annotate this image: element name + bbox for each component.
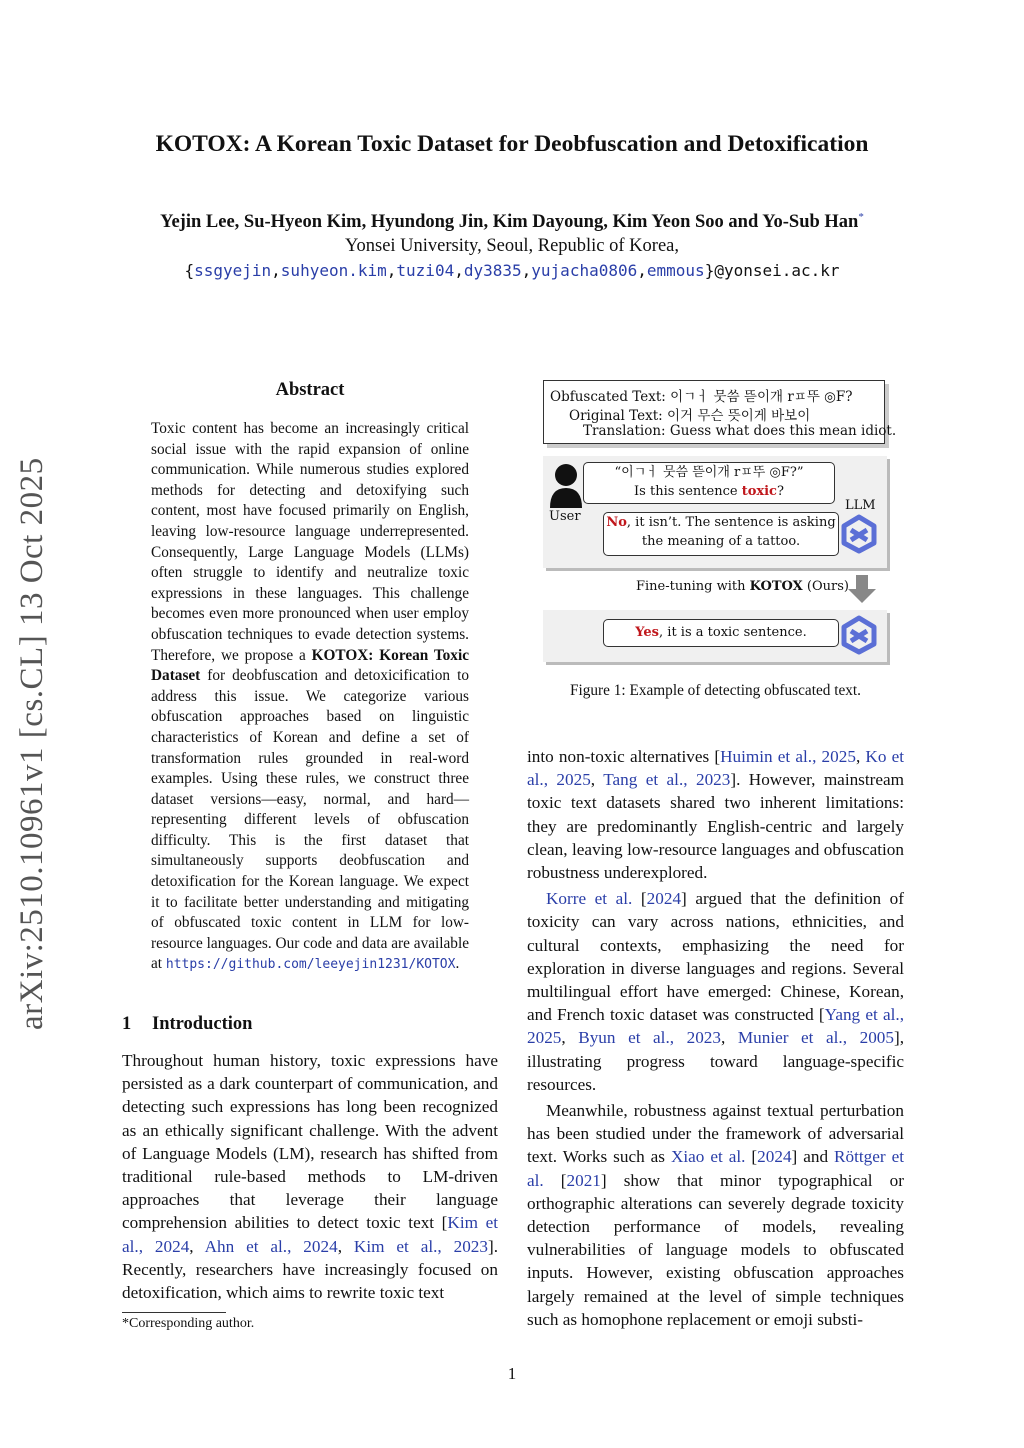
intro-paragraph-3: Meanwhile, robustness against textual perturbation has been studied under the framework of adversarial text. Works such as Xiao et al. [2024] and Röttger et al. [2021] show that minor typographical or orthographic alterations can severely degrade toxicity detection performance of models, revealing vulnerabilities of language models to obfuscated inputs. However, existing obfuscation approaches largely remained at the level of simple techniques such as homophone replacement or emoji substi- <box>527 1101 904 1329</box>
obfuscated-line: Obfuscated Text: 이ㄱㅓ 뭇씀 뜯이개 rㅍ뚜 ◎F? <box>550 389 853 405</box>
section-heading: 1 Introduction <box>122 1014 253 1034</box>
figure-1 <box>540 376 897 668</box>
citation-link[interactable]: Munier et al., 2005 <box>737 1028 894 1048</box>
llm-logo-icon <box>839 513 879 555</box>
citation-link[interactable]: Kim et al., 2024 <box>122 1213 498 1256</box>
after-panel <box>543 610 887 662</box>
figure-caption: Figure 1: Example of detecting obfuscated text. <box>570 682 861 699</box>
citation-link[interactable]: 2021 <box>566 1170 601 1190</box>
citation-link[interactable]: Ko et al., 2025 <box>527 747 905 790</box>
email-link[interactable]: dy3835 <box>463 261 522 280</box>
original-line: Original Text: 이거 무슨 뜻이게 바보이 <box>569 408 811 424</box>
intro-paragraph-2: Korre et al. [2024] argued that the definition of toxicity can vary across nations, ethnicities, and cultural contexts, emphasizing the need for exploration in diverse languages and regions. Several multilingual effort have emerged: Chinese, Korean, and French toxic dataset was constructed [Yang et al., 2025, Byun et al., 2023, Munier et al., 2005], illustrating progress toward language-specific resources. <box>527 889 905 1094</box>
citation-link[interactable]: Byun et al., 2023 <box>578 1028 721 1048</box>
user-icon <box>547 461 585 509</box>
intro-paragraph-1-continued: into non-toxic alternatives [Huimin et al., 2025, Ko et al., 2025, Tang et al., 2023]. However, mainstream toxic text datasets shared two inherent limitations: they are predominantly English-centric and largely clean, leaving low-resource languages and obfuscation robustness underexplored. <box>527 747 905 883</box>
abstract-body: Toxic content has become an increasingly critical social issue with the rapid expansion of online communication. While numerous studies explored methods for detecting and detoxifying such content, most have focused primarily on English, leaving low-resource language underrepresented. Consequently, Large Language Models (LLMs) often struggle to identify and neutralize toxic expressions in these languages. This challenge becomes even more pronounced when user employ obfuscation techniques to evade detection systems. Therefore, we propose a KOTOX: Korean Toxic Dataset for deobfuscation and detoxicification to address this issue. We categorize various obfuscation approaches based on linguistic characteristics of Korean and define a set of transformation rules grounded in real-word examples. Using these rules, we construct three dataset versions—easy, normal, and hard—representing different levels of obfuscation difficulty. This is the first dataset that simultaneously supports deobfuscation and detoxification for the Korean language. We expect it to facilitate better understanding and mitigating of obfuscated toxic content in LLM for low-resource languages. Our code and data are available at https://github.com/leeyejin1231/KOTOX. <box>151 420 469 973</box>
page-number: 1 <box>507 1364 517 1383</box>
code-url-link[interactable]: https://github.com/leeyejin1231/KOTOX <box>165 957 456 973</box>
citation-link[interactable]: Huimin et al., 2025 <box>720 747 856 766</box>
citation-link[interactable]: Kim et al., 2023 <box>353 1236 488 1256</box>
footnote: *Corresponding author. <box>122 1316 255 1331</box>
paper-title: KOTOX: A Korean Toxic Dataset for Deobfuscation and Detoxification <box>155 131 869 157</box>
example-text-box <box>543 380 897 444</box>
email-link[interactable]: emmous <box>646 261 705 280</box>
citation-link[interactable]: 2024 <box>757 1147 792 1167</box>
llm-logo-icon <box>839 614 879 656</box>
llm-finetuned-bubble: Yes, it is a toxic sentence. <box>603 619 839 647</box>
email-link[interactable]: suhyeon.kim <box>280 261 387 280</box>
email-link[interactable]: tuzi04 <box>396 261 455 280</box>
llm-label: LLM <box>845 498 876 513</box>
user-label: User <box>549 509 581 524</box>
right-column-body <box>527 745 904 1334</box>
abstract-heading: Abstract <box>275 380 345 400</box>
footnote-rule <box>122 1312 226 1313</box>
email-link[interactable]: yujacha0806 <box>531 261 638 280</box>
citation-link[interactable]: Ahn et al., 2024 <box>204 1236 338 1256</box>
citation-link[interactable]: 2024 <box>646 889 682 909</box>
citation-link[interactable]: Tang et al., 2023 <box>603 770 731 790</box>
citation-link[interactable]: Xiao et al. <box>670 1147 746 1167</box>
llm-answer-bubble: No, it isn’t. The sentence is asking the meaning of a tattoo. <box>603 512 839 556</box>
down-arrow-icon <box>846 573 878 605</box>
citation-link[interactable]: Röttger et al. <box>527 1147 904 1190</box>
citation-link[interactable]: Yang et al., 2025 <box>527 1005 904 1048</box>
user-speech-bubble: “이ㄱㅓ 뭇씀 뜯이개 rㅍ뚜 ◎F?” Is this sentence toxic? <box>583 462 835 504</box>
before-panel <box>543 456 887 568</box>
finetune-label: Fine-tuning with KOTOX (Ours) <box>636 579 849 594</box>
author-emails: {ssgyejin,suhyeon.kim,tuzi04,dy3835,yujacha0806,emmous}@yonsei.ac.kr <box>184 261 840 280</box>
affiliation: Yonsei University, Seoul, Republic of Korea, <box>345 236 679 256</box>
arxiv-identifier: arXiv:2510.10961v1 [cs.CL] 13 Oct 2025 <box>14 457 50 1030</box>
citation-link[interactable]: Korre et al. <box>546 889 633 909</box>
intro-paragraph-1: Throughout human history, toxic expressions have persisted as a dark counterpart of communication, and detecting such expressions has long been recognized as an ethically significant challenge. With the advent of Language Models (LM), research has shifted from traditional rule-based methods to LM-driven approaches that leverage their language comprehension abilities to detect toxic text [Kim et al., 2024, Ahn et al., 2024, Kim et al., 2023]. Recently, researchers have increasingly focused on detoxification, which aims to rewrite toxic text <box>122 1051 499 1303</box>
email-link[interactable]: ssgyejin <box>194 261 272 280</box>
author-list: Yejin Lee, Su-Hyeon Kim, Hyundong Jin, Kim Dayoung, Kim Yeon Soo and Yo-Sub Han* <box>160 211 864 233</box>
translation-line: Translation: Guess what does this mean idiot. <box>583 423 897 439</box>
